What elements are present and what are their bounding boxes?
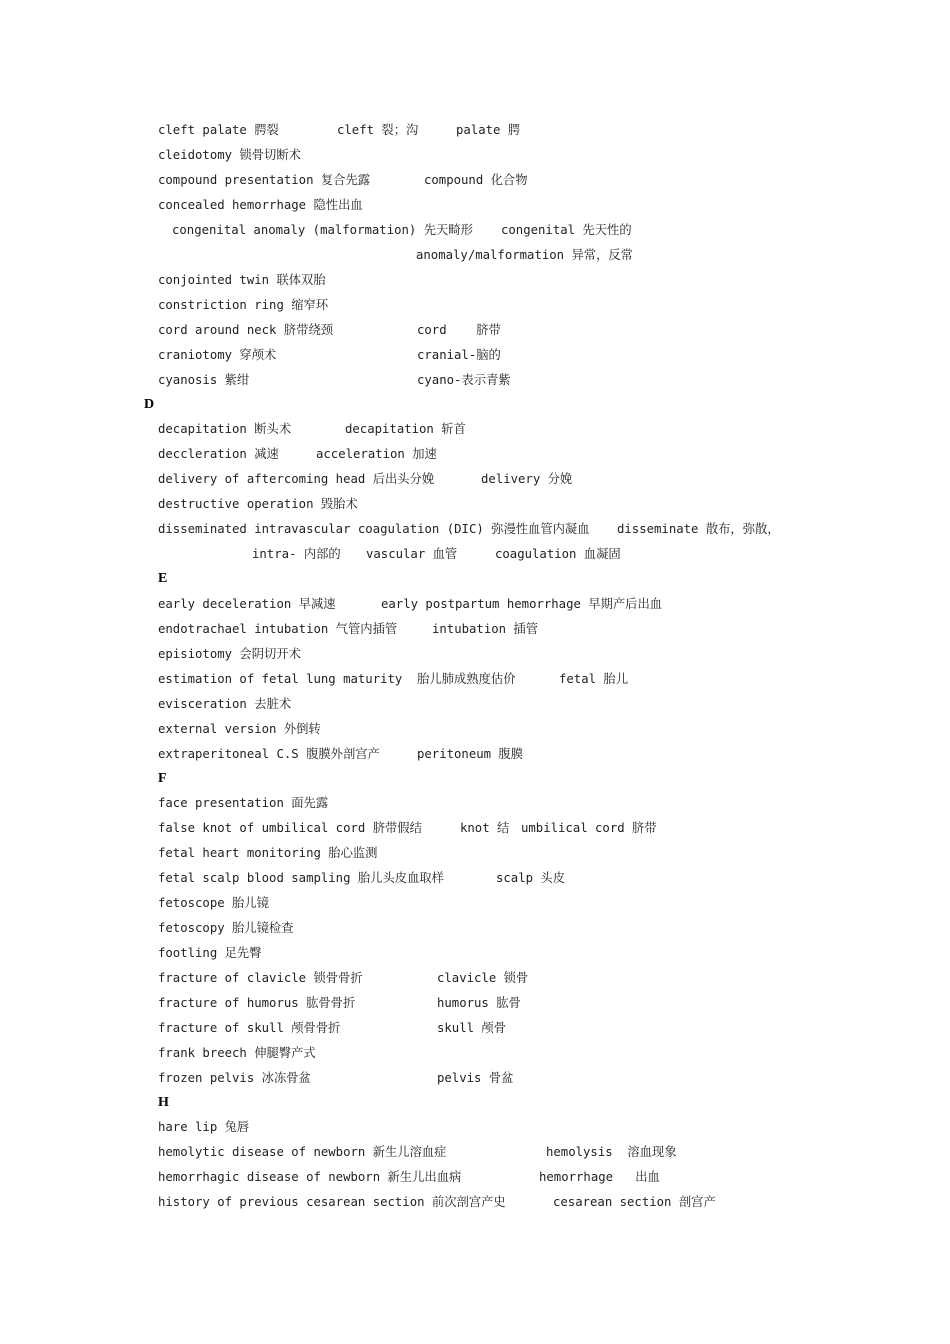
term-entry: extraperitoneal C.S 腹膜外剖宫产 [158, 747, 380, 761]
glossary-line [0, 445, 950, 470]
glossary-line [0, 720, 950, 745]
term-entry: cleft palate 腭裂 [158, 123, 279, 137]
term-note: compound 化合物 [424, 173, 528, 187]
section-letter-heading: H [158, 1095, 169, 1110]
term-entry: endotrachael intubation 气管内插管 [158, 622, 398, 636]
term-entry: fetoscopy 胎儿镜检查 [158, 921, 294, 935]
term-entry: intra- 内部的 [252, 547, 341, 561]
glossary-line [0, 969, 950, 994]
glossary-line [0, 844, 950, 869]
glossary-line [0, 670, 950, 695]
term-entry: deccleration 减速 [158, 447, 279, 461]
term-entry: cyanosis 紫绀 [158, 373, 250, 387]
glossary-line [0, 919, 950, 944]
term-entry: delivery of aftercoming head 后出头分娩 [158, 472, 435, 486]
glossary-line [0, 944, 950, 969]
term-entry: hemorrhagic disease of newborn 新生儿出血病 [158, 1170, 462, 1184]
term-note: umbilical cord 脐带 [521, 821, 657, 835]
term-entry: destructive operation 毁胎术 [158, 497, 358, 511]
term-note: knot 结 [460, 821, 510, 835]
term-entry: fetal heart monitoring 胎心监测 [158, 846, 378, 860]
term-note: peritoneum 腹膜 [417, 747, 524, 761]
glossary-line [0, 221, 950, 246]
section-heading-row [0, 770, 950, 795]
section-heading-row [0, 570, 950, 595]
glossary-line [0, 620, 950, 645]
term-entry: footling 足先臀 [158, 946, 262, 960]
glossary-line [0, 1143, 950, 1168]
glossary-line [0, 695, 950, 720]
term-note: cesarean section 剖宫产 [553, 1195, 716, 1209]
glossary-line [0, 121, 950, 146]
glossary-line [0, 794, 950, 819]
glossary-line [0, 171, 950, 196]
term-note: vascular 血管 [366, 547, 458, 561]
glossary-line [0, 1019, 950, 1044]
term-entry: early deceleration 早减速 [158, 597, 336, 611]
section-heading-row [0, 396, 950, 421]
term-note: skull 颅骨 [437, 1021, 507, 1035]
glossary-line [0, 371, 950, 396]
glossary-line [0, 420, 950, 445]
section-letter-heading: D [144, 397, 155, 412]
glossary-line [0, 1168, 950, 1193]
term-entry: cord around neck 脐带绕颈 [158, 323, 334, 337]
glossary-line [0, 645, 950, 670]
term-note: fetal 胎儿 [559, 672, 629, 686]
term-note: early postpartum hemorrhage 早期产后出血 [381, 597, 663, 611]
term-note: congenital 先天性的 [501, 223, 632, 237]
term-entry: concealed hemorrhage 隐性出血 [158, 198, 363, 212]
glossary-line [0, 745, 950, 770]
term-entry: decapitation 断头术 [158, 422, 292, 436]
term-entry: craniotomy 穿颅术 [158, 348, 277, 362]
term-note: humorus 肱骨 [437, 996, 521, 1010]
term-entry: compound presentation 复合先露 [158, 173, 371, 187]
term-entry: conjointed twin 联体双胎 [158, 273, 326, 287]
term-entry: estimation of fetal lung maturity 胎儿肺成熟度估价 [158, 672, 516, 686]
glossary-line [0, 545, 950, 570]
section-letter-heading: F [158, 771, 167, 786]
term-entry: external version 外倒转 [158, 722, 321, 736]
glossary-line [0, 1069, 950, 1094]
term-entry: frank breech 伸腿臀产式 [158, 1046, 316, 1060]
glossary-line [0, 520, 950, 545]
term-note: hemorrhage 出血 [539, 1170, 660, 1184]
term-note: clavicle 锁骨 [437, 971, 529, 985]
term-entry: fracture of clavicle 锁骨骨折 [158, 971, 363, 985]
term-note: scalp 头皮 [496, 871, 566, 885]
term-note: palate 腭 [456, 123, 521, 137]
glossary-line [0, 595, 950, 620]
term-entry: fetoscope 胎儿镜 [158, 896, 269, 910]
glossary-line [0, 346, 950, 371]
glossary-line [0, 869, 950, 894]
glossary-line [0, 196, 950, 221]
term-note: disseminate 散布，弥散， [617, 522, 780, 536]
section-letter-heading: E [158, 571, 168, 586]
glossary-line [0, 994, 950, 1019]
glossary-line [0, 321, 950, 346]
glossary-line [0, 894, 950, 919]
glossary-line [0, 1044, 950, 1069]
term-entry: congenital anomaly (malformation) 先天畸形 [172, 223, 473, 237]
term-entry: disseminated intravascular coagulation (DIC) 弥漫性血管内凝血 [158, 522, 590, 536]
term-entry: history of previous cesarean section 前次剖宫产史 [158, 1195, 506, 1209]
glossary-line [0, 296, 950, 321]
term-entry: fetal scalp blood sampling 胎儿头皮血取样 [158, 871, 444, 885]
term-note: cranial-脑的 [417, 348, 501, 362]
term-note: cord 脐带 [417, 323, 501, 337]
glossary-line [0, 819, 950, 844]
term-entry: frozen pelvis 冰冻骨盆 [158, 1071, 311, 1085]
term-entry: evisceration 去脏术 [158, 697, 292, 711]
term-note: delivery 分娩 [481, 472, 573, 486]
term-note: decapitation 斩首 [345, 422, 466, 436]
term-entry: false knot of umbilical cord 脐带假结 [158, 821, 422, 835]
term-entry: fracture of skull 颅骨骨折 [158, 1021, 341, 1035]
term-entry: face presentation 面先露 [158, 796, 329, 810]
term-note: hemolysis 溶血现象 [546, 1145, 677, 1159]
term-note: pelvis 骨盆 [437, 1071, 514, 1085]
term-entry: constriction ring 缩窄环 [158, 298, 329, 312]
glossary-line [0, 146, 950, 171]
term-entry: anomaly/malformation 异常，反常 [416, 248, 633, 262]
term-entry: episiotomy 会阴切开术 [158, 647, 301, 661]
term-note: cleft 裂；沟 [337, 123, 419, 137]
term-note: coagulation 血凝固 [495, 547, 621, 561]
glossary-line [0, 246, 950, 271]
glossary-line [0, 271, 950, 296]
glossary-line [0, 1193, 950, 1218]
term-entry: hare lip 兔唇 [158, 1120, 250, 1134]
term-note: intubation 插管 [432, 622, 539, 636]
term-entry: hemolytic disease of newborn 新生儿溶血症 [158, 1145, 447, 1159]
term-note: acceleration 加速 [316, 447, 437, 461]
term-entry: fracture of humorus 肱骨骨折 [158, 996, 356, 1010]
glossary-line [0, 470, 950, 495]
section-heading-row [0, 1094, 950, 1119]
glossary-line [0, 1118, 950, 1143]
term-note: cyano-表示青紫 [417, 373, 511, 387]
glossary-line [0, 495, 950, 520]
term-entry: cleidotomy 锁骨切断术 [158, 148, 301, 162]
